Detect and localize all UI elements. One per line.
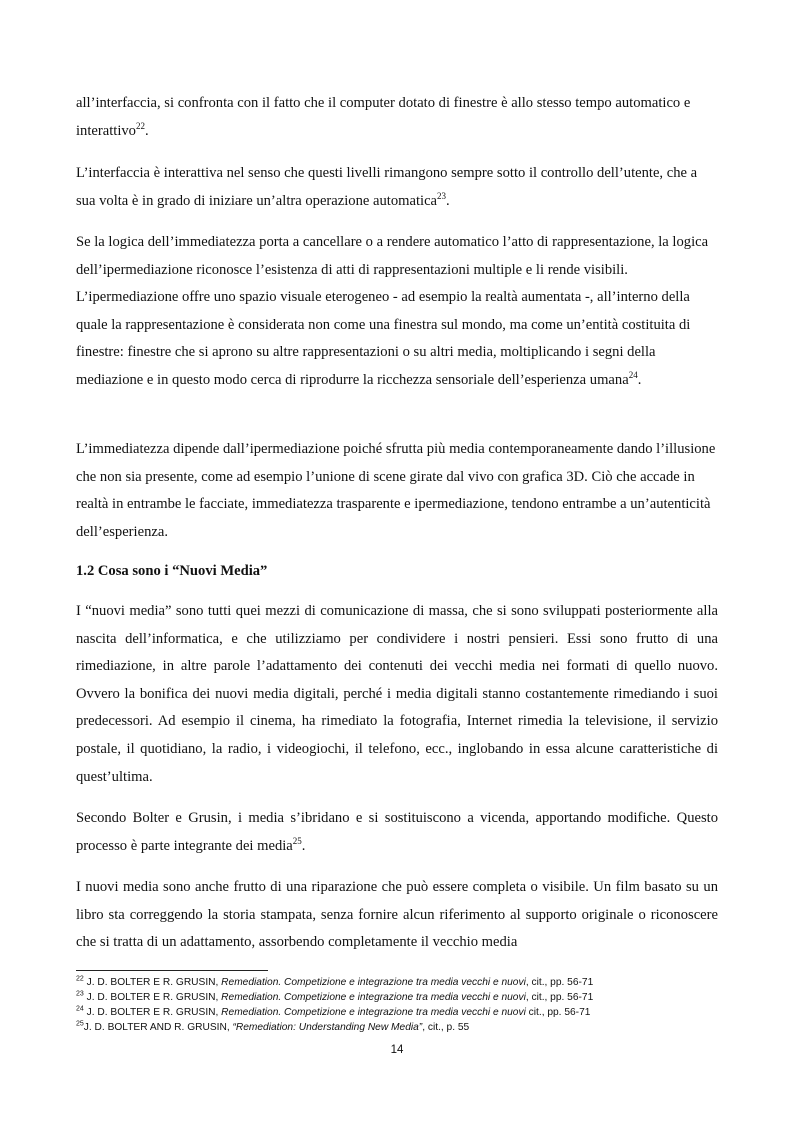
body-paragraph-2: L’interfaccia è interattiva nel senso che questi livelli rimangono sempre sotto il controllo dell’utente, che a sua volta è in grado di iniziare un’altra operazione automatica$^{23}$.: [76, 165, 698, 209]
footnote-citation: , cit., pp. 56-71: [525, 977, 594, 988]
footnote-title: Remediation. Competizione e integrazione tra media vecchi e nuovi: [221, 1007, 526, 1018]
body-paragraph-5: I “nuovi media” sono tutti quei mezzi di comunicazione di massa, che si sono sviluppati posteriormente alla nascita dell’informatica, e che utilizziamo per condividere i nostri pensieri. Essi sono frutto di una rimediazione, in altre parole l’adattamento dei contenuti dei vecchi media nei formati di quello nuovo. Ovvero la bonifica dei nuovi media digitali, perché i media digitali stanno costantemente rimediando i suoi predecessori. Ad esempio il cinema, ha rimediato la fotografia, Internet rimedia la televisione, il servizio postale, il quotidiano, la radio, i videogiochi, il telefono, ecc., inglobando in essa alcune caratteristiche di quest’ultima.: [76, 603, 718, 785]
footnote-citation: cit., pp. 56-71: [525, 1007, 591, 1018]
footnote-24: [76, 1005, 736, 1020]
footnote-number: 23: [76, 990, 84, 998]
footnote-author: J. D. BOLTER E R. GRUSIN,: [86, 977, 222, 988]
footnote-author: J. D. BOLTER E R. GRUSIN,: [86, 1007, 222, 1018]
body-paragraph-1: all’interfaccia, si confronta con il fatto che il computer dotato di finestre è allo stesso tempo automatico e interattivo$^{22}$.: [76, 95, 691, 139]
footnote-author: J. D. BOLTER E R. GRUSIN,: [86, 992, 222, 1003]
footnote-number: 25: [76, 1020, 84, 1028]
footnote-ref-22[interactable]: 22: [135, 120, 145, 131]
footnote-citation: , cit., p. 55: [422, 1022, 470, 1033]
footnote-title: Remediation. Competizione e integrazione tra media vecchi e nuovi: [221, 977, 526, 988]
footnote-ref-25[interactable]: 25: [292, 835, 302, 846]
paragraph-text: Se la logica dell’immediatezza porta a cancellare o a rendere automatico l’atto di rappresentazione, la logica dell’ipermediazione riconosce l’esistenza di atti di rappresentazioni multiple e li rende visibili. L’ipermediazione offre uno spazio visuale eterogeneo - ad esempio la realtà aumentata -, all’interno della quale la rappresentazione è considerata non come una finestra sul mondo, ma come un’entità costituita di finestre: finestre che si aprono su altre rappresentazioni o su altri media, moltiplicando i segni della mediazione e in questo modo cerca di riprodurre la ricchezza sensoriale dell’esperienza umana: [76, 234, 709, 388]
body-paragraph-6: Secondo Bolter e Grusin, i media s’ibridano e si sostituiscono a vicenda, apportando modifiche. Questo processo è parte integrante dei media$^{25}$.: [76, 810, 718, 854]
body-paragraph-3: Se la logica dell’immediatezza porta a cancellare o a rendere automatico l’atto di rappresentazione, la logica dell’ipermediazione riconosce l’esistenza di atti di rappresentazioni multiple e li rende visibili. L’ipermediazione offre uno spazio visuale eterogeneo - ad esempio la realtà aumentata -, all’interno della quale la rappresentazione è considerata non come una finestra sul mondo, ma come un’entità costituita di finestre: finestre che si aprono su altre rappresentazioni o su altri media, moltiplicando i segni della mediazione e in questo modo cerca di riprodurre la ricchezza sensoriale dell’esperienza umana$^{24}$.: [76, 234, 709, 388]
paragraph-text: L’interfaccia è interattiva nel senso che questi livelli rimangono sempre sotto il controllo dell’utente, che a sua volta è in grado di iniziare un’altra operazione automatica: [76, 165, 698, 209]
footnote-23: [76, 990, 736, 1005]
page-number: 14: [390, 1044, 404, 1056]
paragraph-text: all’interfaccia, si confronta con il fatto che il computer dotato di finestre è allo stesso tempo automatico e interattivo: [76, 95, 691, 139]
footnote-number: 22: [76, 975, 84, 983]
footnote-title: Remediation. Competizione e integrazione tra media vecchi e nuovi: [221, 992, 526, 1003]
body-paragraph-7: I nuovi media sono anche frutto di una riparazione che può essere completa o visibile. Un film basato su un libro sta correggendo la storia stampata, senza fornire alcun riferimento al supporto originale o riconoscere che si tratta di un adattamento, assorbendo completamente il vecchio media: [76, 879, 718, 951]
footnote-ref-24[interactable]: 24: [628, 370, 638, 381]
paragraph-text: Secondo Bolter e Grusin, i media s’ibridano e si sostituiscono a vicenda, apportando modifiche. Questo processo è parte integrante dei media: [76, 810, 718, 854]
footnote-citation: , cit., pp. 56-71: [525, 992, 594, 1003]
footnote-25: [76, 1020, 736, 1035]
footnote-ref-23[interactable]: 23: [437, 190, 447, 201]
footnote-number: 24: [76, 1005, 84, 1013]
footnote-title: “Remediation: Understanding New Media”: [232, 1022, 423, 1033]
section-heading: 1.2 Cosa sono i “Nuovi Media”: [76, 563, 268, 579]
footnote-separator: [76, 970, 268, 971]
footnote-author: J. D. BOLTER AND R. GRUSIN,: [83, 1022, 233, 1033]
footnote-22: [76, 975, 736, 990]
body-paragraph-4: L’immediatezza dipende dall’ipermediazione poiché sfrutta più media contemporaneamente dando l’illusione che non sia presente, come ad esempio l’unione di scene girate dal vivo con grafica 3D. Ciò che accade in realtà in entrambe le facciate, immediatezza trasparente e ipermediazione, tendono entrambe a un’autenticità dell’esperienza.: [76, 441, 716, 540]
